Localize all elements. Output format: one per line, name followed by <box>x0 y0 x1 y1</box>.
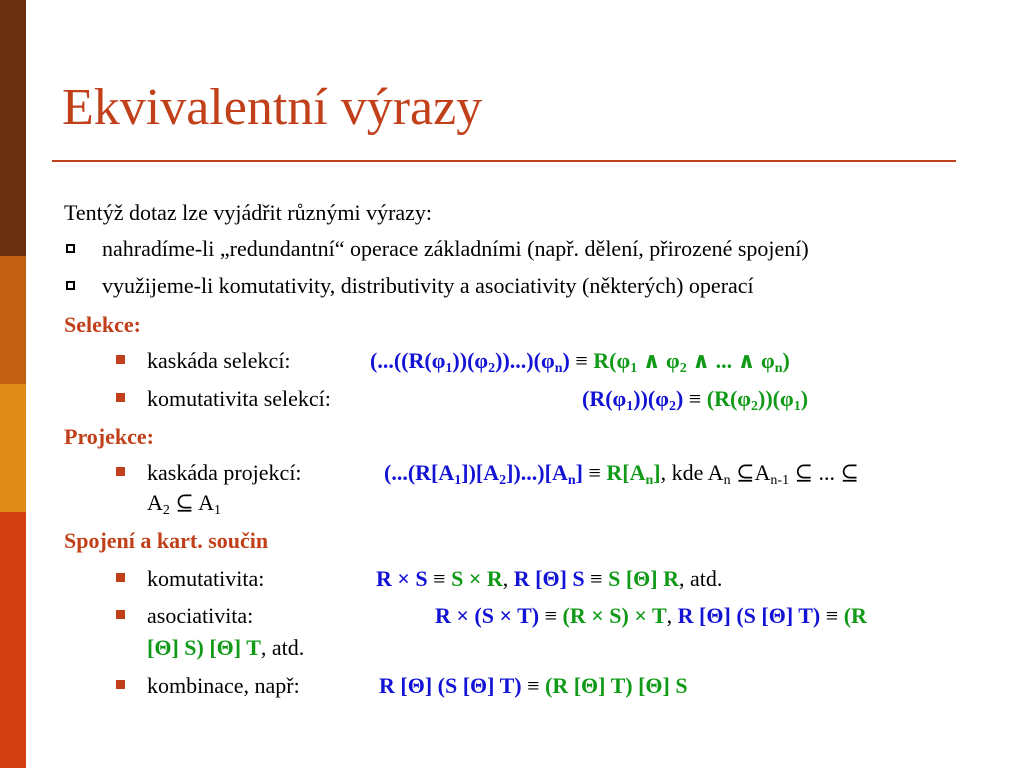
title-underline <box>52 160 956 162</box>
section-heading-selekce: Selekce: <box>64 312 141 337</box>
spojeni-assoc-formula: R × (S × T) ≡ (R × S) × T, R [Θ] (S [Θ] T) ≡ (R <box>435 603 867 628</box>
slide-title: Ekvivalentní výrazy <box>62 79 483 136</box>
sidebar-segment-brown <box>0 0 26 256</box>
spojeni-combo-label: kombinace, např: <box>147 673 300 698</box>
selekce-cascade-formula: $(...((R(\varphi_1))(\varphi_2))...)(\varphi_n) \equiv R(\varphi_1$ ∧ $\varphi_2$ ∧ ... ∧ $\varphi_n$) <box>370 348 790 376</box>
spojeni-assoc-formula-cont: [Θ] S) [Θ] T, atd. <box>147 635 305 660</box>
projekce-cascade-formula: $(...(R[A_1])[A_2])...)[A_n] \equiv R[A_n]$, kde $A_n$ $⊆A_{n-1}$ ⊆ ... ⊆ <box>384 460 859 488</box>
filled-square-bullet-icon <box>116 467 125 476</box>
sidebar-stripe <box>0 0 26 768</box>
intro-item-2: využijeme-li komutativity, distributivity a asociativity (některých) operací <box>102 273 754 298</box>
selekce-commute-formula: $(R(\varphi_1))(\varphi_2) \equiv (R(\varphi_2))(\varphi_1)$ <box>582 386 809 414</box>
sidebar-segment-orange <box>0 256 26 384</box>
intro-item-1: nahradíme-li „redundantní“ operace základními (např. dělení, přirozené spojení) <box>102 236 809 261</box>
filled-square-bullet-icon <box>116 393 125 402</box>
hollow-square-bullet-icon <box>66 281 75 290</box>
projekce-cascade-formula-cont: $A_2$ ⊆ $A_1$ <box>147 490 221 518</box>
spojeni-commute-formula: R × S ≡ S × R, R [Θ] S ≡ S [Θ] R, atd. <box>376 566 723 591</box>
filled-square-bullet-icon <box>116 610 125 619</box>
sidebar-segment-red <box>0 512 26 768</box>
filled-square-bullet-icon <box>116 680 125 689</box>
spojeni-commute-label: komutativita: <box>147 566 265 591</box>
selekce-cascade-label: kaskáda selekcí: <box>147 348 291 373</box>
intro-text: Tentýž dotaz lze vyjádřit různými výrazy: <box>64 200 433 225</box>
filled-square-bullet-icon <box>116 573 125 582</box>
projekce-cascade-label: kaskáda projekcí: <box>147 460 302 485</box>
selekce-commute-label: komutativita selekcí: <box>147 386 331 411</box>
filled-square-bullet-icon <box>116 355 125 364</box>
section-heading-spojeni: Spojení a kart. součin <box>64 528 269 553</box>
spojeni-combo-formula: R [Θ] (S [Θ] T) ≡ (R [Θ] T) [Θ] S <box>379 673 688 698</box>
sidebar-segment-amber <box>0 384 26 512</box>
spojeni-assoc-label: asociativita: <box>147 603 254 628</box>
section-heading-projekce: Projekce: <box>64 424 154 449</box>
hollow-square-bullet-icon <box>66 244 75 253</box>
